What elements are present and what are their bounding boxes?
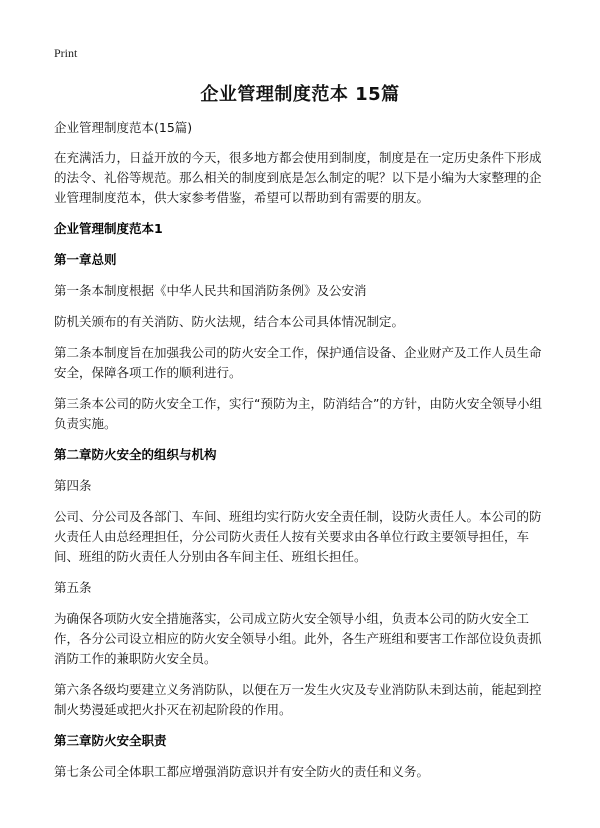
- section-heading: 企业管理制度范本1: [54, 221, 163, 236]
- chapter-2-heading: 第二章防火安全的组织与机构: [54, 447, 217, 462]
- article-5-text: 为确保各项防火安全措施落实，公司成立防火安全领导小组，负责本公司的防火安全工作，各分公司设立相应的防火安全领导小组。此外，各生产班组和要害工作部位设负责抓消防工作的兼职防火安全员。: [54, 611, 542, 666]
- chapter-1-heading: 第一章总则: [54, 252, 117, 267]
- article-1-part-1: 第一条本制度根据《中华人民共和国消防条例》及公安消: [54, 283, 367, 298]
- article-4-text: 公司、分公司及各部门、车间、班组均实行防火安全责任制，设防火责任人。本公司的防火责任人由总经理担任，分公司防火责任人按有关要求由各单位行政主要领导担任，车间、班组的防火责任人分别由各车间主任、班组长担任。: [54, 509, 542, 564]
- article-7: 第七条公司全体职工都应增强消防意识并有安全防火的责任和义务。: [54, 764, 430, 779]
- page-title: 企业管理制度范本 15篇: [200, 84, 400, 105]
- article-2: 第二条本制度旨在加强我公司的防火安全工作，保护通信设备、企业财产及工作人员生命安全，保障各项工作的顺利进行。: [54, 345, 542, 380]
- article-1-part-2: 防机关颁布的有关消防、防火法规，结合本公司具体情况制定。: [54, 314, 405, 329]
- article-5-label: 第五条: [54, 580, 92, 595]
- document-body: [54, 118, 550, 793]
- chapter-3-heading: 第三章防火安全职责: [54, 733, 167, 748]
- article-3: 第三条本公司的防火安全工作，实行“预防为主，防消结合”的方针，由防火安全领导小组负责实施。: [54, 396, 542, 431]
- document-subtitle: 企业管理制度范本(15篇): [54, 120, 193, 135]
- intro-paragraph: 在充满活力，日益开放的今天，很多地方都会使用到制度，制度是在一定历史条件下形成的法令、礼俗等规范。那么相关的制度到底是怎么制定的呢？以下是小编为大家整理的企业管理制度范本，供大家参考借鉴，希望可以帮助到有需要的朋友。: [54, 150, 542, 205]
- article-6: 第六条各级均要建立义务消防队，以便在万一发生火灾及专业消防队未到达前，能起到控制火势漫延或把火扑灭在初起阶段的作用。: [54, 682, 542, 717]
- print-link[interactable]: Print: [54, 46, 78, 60]
- article-4-label: 第四条: [54, 478, 92, 493]
